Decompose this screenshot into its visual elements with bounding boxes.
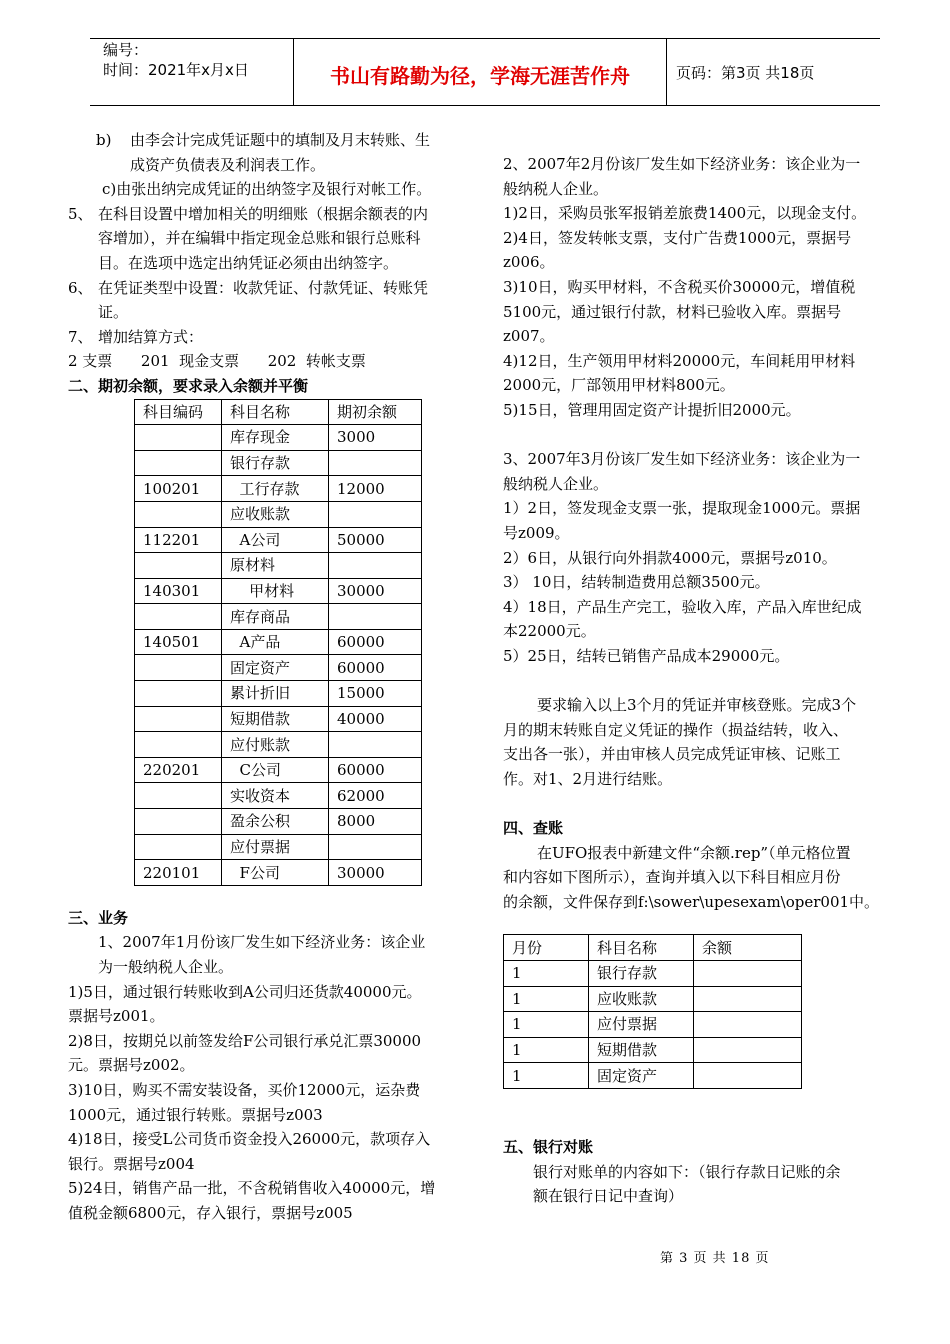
table-cell [135, 604, 222, 630]
item-5-line1: 在科目设置中增加相关的明细账（根据余额表的内 [98, 204, 429, 223]
table-header-row [504, 935, 802, 961]
table-row [504, 1063, 802, 1089]
section-2-title: 二、期初余额，要求录入余额并平衡 [68, 376, 309, 395]
header-cell: 月份 [504, 935, 589, 961]
table-cell [694, 1012, 802, 1038]
table-cell [329, 732, 422, 758]
item-c: c)由张出纳完成凭证的出纳签字及银行对帐工作。 [102, 180, 432, 199]
table-row [504, 1012, 802, 1038]
table-cell: F公司 [222, 860, 329, 886]
table-cell [135, 834, 222, 860]
transaction-line: 2）6日，从银行向外捐款4000元，票据号z010。 [503, 548, 837, 567]
table-cell: 1 [504, 1063, 589, 1089]
header-cell: 科目名称 [222, 399, 329, 425]
table-cell: 盈余公积 [222, 809, 329, 835]
table-row [135, 604, 422, 630]
table-cell: 累计折旧 [222, 681, 329, 707]
transaction-line: z007。 [503, 327, 555, 346]
table-row [135, 681, 422, 707]
table-cell: 15000 [329, 681, 422, 707]
transaction-line: 3、2007年3月份该厂发生如下经济业务：该企业为一 [503, 450, 861, 469]
transaction-line: 4）18日，产品生产完工，验收入库，产品入库世纪成 [503, 597, 862, 616]
transaction-line: 般纳税人企业。 [503, 474, 609, 493]
table-cell: 100201 [135, 476, 222, 502]
item-7-line1: 增加结算方式： [98, 327, 204, 346]
table-cell: 工行存款 [222, 476, 329, 502]
table-cell: 1 [504, 961, 589, 987]
biz-1-line1: 1、2007年1月份该厂发生如下经济业务：该企业 [98, 933, 426, 952]
transaction-line: 1000元，通过银行转账。票据号z003 [68, 1105, 323, 1124]
table-cell: A产品 [222, 629, 329, 655]
table-row [135, 860, 422, 886]
requirement-paragraph [503, 693, 909, 791]
table-cell: 3000 [329, 425, 422, 451]
table-cell: 应付账款 [222, 732, 329, 758]
table-cell: 银行存款 [222, 450, 329, 476]
table-row [135, 501, 422, 527]
table-row [135, 527, 422, 553]
table-row [135, 809, 422, 835]
transaction-line: 本22000元。 [503, 622, 596, 641]
transaction-line: 值税金额6800元，存入银行，票据号z005 [68, 1203, 353, 1222]
table-cell: 实收资本 [222, 783, 329, 809]
item-b-marker: b) [96, 131, 112, 149]
table-cell: 应付票据 [222, 834, 329, 860]
table-row [135, 578, 422, 604]
table-cell: 应收账款 [222, 501, 329, 527]
page-footer: 第 3 页 共 18 页 [660, 1251, 770, 1266]
table-cell [694, 961, 802, 987]
header-motto: 书山有路勤为径，学海无涯苦作舟 [330, 64, 630, 88]
table-cell [694, 986, 802, 1012]
transaction-line: 3） 10日，结转制造费用总额3500元。 [503, 573, 770, 592]
table-row [504, 961, 802, 987]
item-7-marker: 7、 [68, 327, 93, 346]
table-cell [135, 655, 222, 681]
section-3-title: 三、业务 [68, 908, 129, 927]
table-cell [329, 604, 422, 630]
transaction-line: 5)15日，管理用固定资产计提折旧2000元。 [503, 400, 801, 419]
item-5-line2: 容增加），并在编辑中指定现金总账和银行总账科 [98, 229, 421, 248]
table-cell: 应收账款 [589, 986, 694, 1012]
transaction-line: 5）25日，结转已销售产品成本29000元。 [503, 646, 790, 665]
table-cell: 1 [504, 986, 589, 1012]
item-6 [68, 276, 480, 325]
table-cell [135, 783, 222, 809]
transaction-line: 2000元，厂部领用甲材料800元。 [503, 376, 735, 395]
table-cell: 甲材料 [222, 578, 329, 604]
transaction-line: 5)24日，销售产品一批，不含税销售收入40000元，增 [68, 1179, 436, 1198]
header-cell: 科目编码 [135, 399, 222, 425]
table-cell: 短期借款 [222, 706, 329, 732]
header-cell: 期初余额 [329, 399, 422, 425]
transaction-line: 票据号z001。 [68, 1007, 165, 1026]
requirement-line: 支出各一张），并由审核人员完成凭证审核、记账工 [503, 745, 841, 764]
table-cell: 8000 [329, 809, 422, 835]
table-cell: 60000 [329, 629, 422, 655]
code-label: 编号： [103, 41, 149, 59]
item-6-marker: 6、 [68, 278, 93, 297]
header-cell: 余额 [694, 935, 802, 961]
table-cell [135, 553, 222, 579]
settle-methods: 2 支票 201 现金支票 202 转帐支票 [68, 352, 366, 371]
table-cell: 固定资产 [589, 1063, 694, 1089]
table-cell [329, 553, 422, 579]
header-page-number: 页码：第3页 共18页 [676, 64, 815, 82]
requirement-line: 要求输入以上3个月的凭证并审核登账。完成3个 [537, 696, 857, 715]
table-row [135, 732, 422, 758]
section-5-line1: 银行对账单的内容如下：（银行存款日记账的余 [533, 1162, 841, 1181]
table-cell [135, 425, 222, 451]
query-table [503, 934, 802, 1089]
table-row [135, 553, 422, 579]
query-table-body [504, 961, 802, 1089]
section-4-text [503, 841, 909, 915]
table-row [135, 783, 422, 809]
table-cell: 银行存款 [589, 961, 694, 987]
table-cell [135, 706, 222, 732]
table-cell: 1 [504, 1012, 589, 1038]
section-5-title: 五、银行对账 [503, 1137, 594, 1156]
section-4-line: 和内容如下图所示），查询并填入以下科目相应月份 [503, 868, 841, 887]
biz-1-line2: 为一般纳税人企业。 [98, 958, 234, 976]
table-row [135, 629, 422, 655]
header-bottom-rule [90, 105, 880, 106]
table-cell: 30000 [329, 578, 422, 604]
table-cell [694, 1063, 802, 1089]
section-4-line: 在UFO报表中新建文件“余额.rep”（单元格位置 [537, 843, 851, 862]
transaction-line: 1)2日，采购员张军报销差旅费1400元，以现金支付。 [503, 204, 867, 223]
right-column [503, 152, 909, 1209]
header-cell: 科目名称 [589, 935, 694, 961]
table-cell [329, 834, 422, 860]
table-row [135, 706, 422, 732]
table-row [135, 476, 422, 502]
table-cell: 固定资产 [222, 655, 329, 681]
transaction-line: 3)10日，购买甲材料，不含税买价30000元，增值税 [503, 277, 856, 296]
opening-balance-table [134, 399, 422, 886]
table-row [504, 986, 802, 1012]
table-cell: 应付票据 [589, 1012, 694, 1038]
transaction-line: 4)18日，接受L公司货币资金投入26000元，款项存入 [68, 1130, 431, 1149]
transaction-line: 1）2日，签发现金支票一张，提取现金1000元。票据 [503, 499, 861, 518]
table-cell: 62000 [329, 783, 422, 809]
item-5-line3: 目。在选项中选定出纳凭证必须由出纳签字。 [98, 253, 399, 272]
balance-table-body [135, 425, 422, 886]
item-6-line1: 在凭证类型中设置：收款凭证、付款凭证、转账凭 [98, 278, 429, 297]
table-cell: 40000 [329, 706, 422, 732]
table-cell [329, 501, 422, 527]
section-4-line: 的余额，文件保存到f:\sower\upesexam\oper001中。 [503, 892, 880, 911]
table-cell: 112201 [135, 527, 222, 553]
transaction-line: 4)12日，生产领用甲材料20000元，车间耗用甲材料 [503, 351, 856, 370]
table-cell [135, 450, 222, 476]
table-cell: A公司 [222, 527, 329, 553]
table-row [135, 757, 422, 783]
table-row [135, 425, 422, 451]
item-5 [68, 202, 480, 276]
left-column [68, 128, 480, 1226]
time-label: 时间：2021年x月x日 [103, 61, 249, 79]
item-b-line1: 由李会计完成凭证题中的填制及月末转账、生 [130, 131, 431, 149]
table-cell: 50000 [329, 527, 422, 553]
march-transactions [503, 447, 909, 668]
transaction-line: 银行。票据号z004 [68, 1154, 195, 1173]
table-cell: 140301 [135, 578, 222, 604]
header-info [103, 40, 249, 80]
table-cell: 短期借款 [589, 1037, 694, 1063]
table-cell [135, 732, 222, 758]
transaction-line: 1)5日，通过银行转账收到A公司归还货款40000元。 [68, 982, 422, 1001]
requirement-line: 作。对1、2月进行结账。 [503, 769, 673, 788]
table-header-row [135, 399, 422, 425]
section-5-line2: 额在银行日记中查询） [533, 1187, 684, 1206]
table-cell: 30000 [329, 860, 422, 886]
table-cell: 140501 [135, 629, 222, 655]
table-cell: C公司 [222, 757, 329, 783]
table-cell: 220101 [135, 860, 222, 886]
january-transactions [68, 980, 480, 1226]
item-6-line2: 证。 [98, 303, 129, 322]
table-cell: 库存商品 [222, 604, 329, 630]
table-cell: 60000 [329, 655, 422, 681]
section-4-title: 四、查账 [503, 819, 564, 838]
table-cell [135, 501, 222, 527]
transaction-line: 号z009。 [503, 523, 570, 542]
table-cell [694, 1037, 802, 1063]
header-divider-2 [666, 38, 667, 105]
table-cell: 1 [504, 1037, 589, 1063]
transaction-line: 5100元，通过银行付款，材料已验收入库。票据号 [503, 302, 842, 321]
requirement-line: 月的期末转账自定义凭证的操作（损益结转，收入、 [503, 720, 849, 739]
table-cell: 220201 [135, 757, 222, 783]
item-b [68, 128, 480, 177]
table-cell [135, 681, 222, 707]
transaction-line: 3)10日，购买不需安装设备，买价12000元，运杂费 [68, 1080, 421, 1099]
transaction-line: z006。 [503, 253, 555, 272]
header-top-rule [90, 38, 880, 39]
table-row [135, 655, 422, 681]
transaction-line: 2)4日，签发转帐支票，支付广告费1000元，票据号 [503, 228, 852, 247]
table-row [135, 450, 422, 476]
table-cell [329, 450, 422, 476]
february-transactions [503, 152, 909, 423]
item-5-marker: 5、 [68, 204, 93, 223]
table-row [504, 1037, 802, 1063]
table-cell: 库存现金 [222, 425, 329, 451]
transaction-line: 2、2007年2月份该厂发生如下经济业务：该企业为一 [503, 155, 861, 173]
table-cell: 12000 [329, 476, 422, 502]
table-cell [135, 809, 222, 835]
transaction-line: 2)8日，按期兑以前签发给F公司银行承兑汇票30000 [68, 1031, 422, 1050]
item-b-line2: 成资产负债表及利润表工作。 [130, 155, 326, 174]
transaction-line: 般纳税人企业。 [503, 179, 609, 198]
table-cell: 60000 [329, 757, 422, 783]
item-7 [68, 325, 480, 350]
transaction-line: 元。票据号z002。 [68, 1056, 195, 1075]
table-cell: 原材料 [222, 553, 329, 579]
table-row [135, 834, 422, 860]
